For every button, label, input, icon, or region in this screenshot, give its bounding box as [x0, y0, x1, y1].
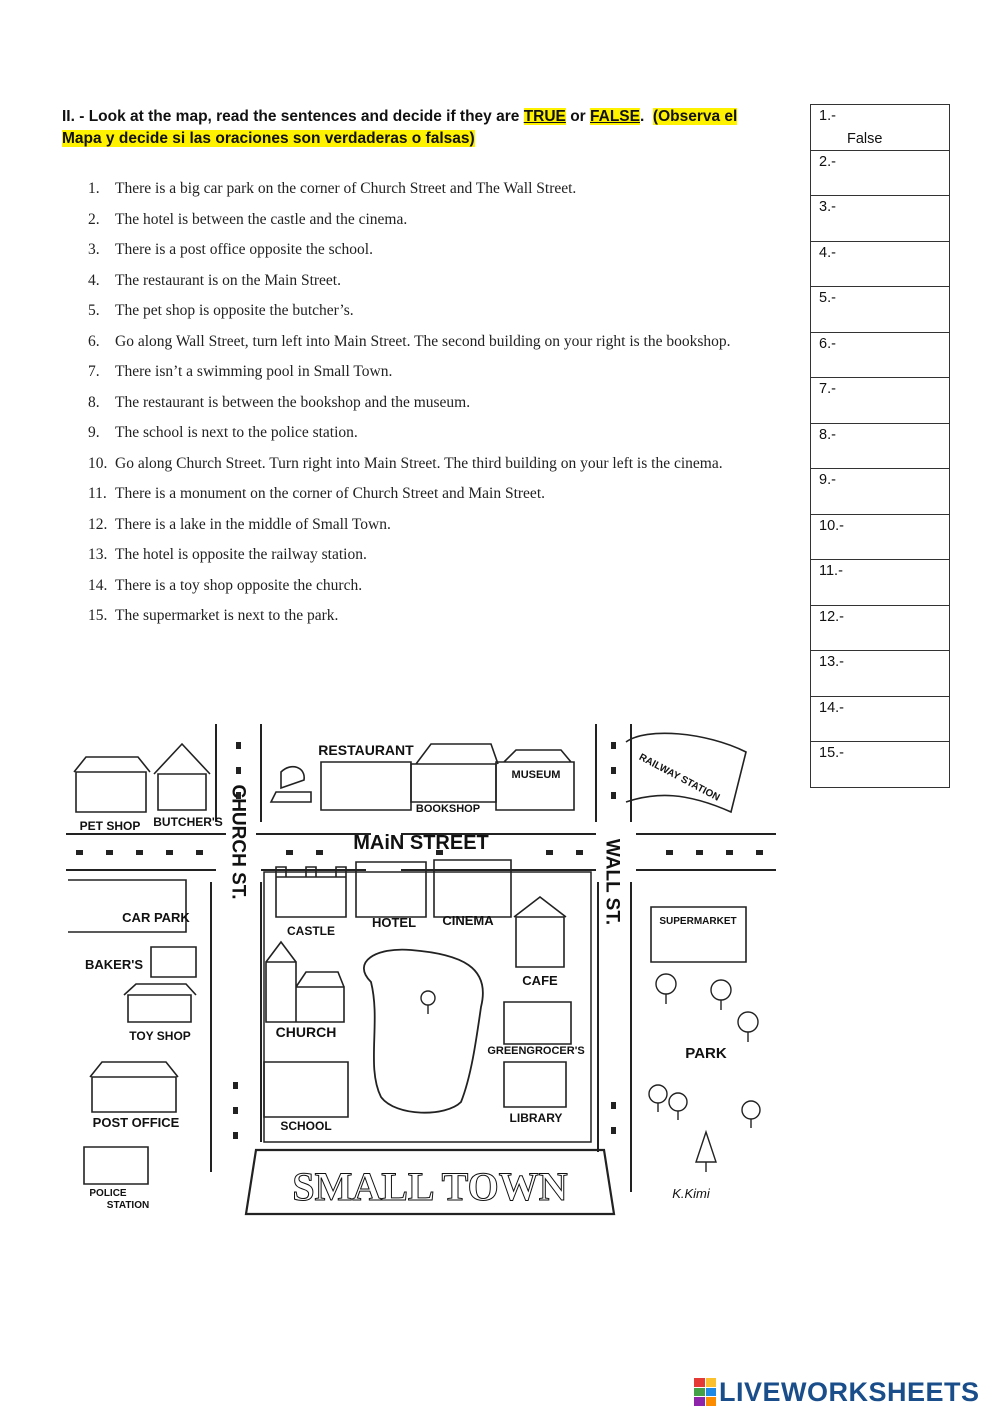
logo-mark-cell [706, 1378, 717, 1387]
answer-row [811, 742, 949, 788]
false-word: FALSE [590, 108, 640, 125]
answer-label: 6.- [819, 335, 836, 352]
answer-label: 3.- [819, 199, 836, 215]
sentence-text: There is a big car park on the corner of Church Street and The Wall Street. [115, 180, 577, 197]
answer-label: 5.- [819, 290, 836, 306]
answer-row [811, 606, 949, 652]
sentence-item [88, 540, 768, 571]
label-school: SCHOOL [280, 1119, 332, 1133]
sentence-number: 5. [88, 302, 100, 319]
answer-row [811, 378, 949, 424]
answer-label: 9.- [819, 472, 836, 488]
sentence-item [88, 449, 768, 480]
label-supermarket: SUPERMARKET [659, 916, 737, 927]
answer-row [811, 697, 949, 743]
answer-input[interactable] [847, 404, 937, 420]
label-toy-shop: TOY SHOP [129, 1029, 191, 1043]
instructions-spanish: (Observa el Mapa y decide si las oraciones son verdaderas o falsas) [62, 108, 738, 147]
answer-label: 8.- [819, 426, 836, 443]
answer-input[interactable] [847, 677, 937, 693]
sentence-number: 10. [88, 454, 108, 472]
sentence-number: 9. [88, 424, 100, 441]
answer-table [810, 104, 950, 788]
answer-input[interactable] [847, 268, 937, 284]
sentence-number: 3. [88, 241, 100, 258]
answer-row [811, 651, 949, 697]
logo-mark-icon [694, 1378, 716, 1406]
answer-input[interactable] [847, 768, 937, 784]
label-castle: CASTLE [287, 924, 335, 938]
label-butchers: BUTCHER'S [153, 815, 223, 829]
answer-row [811, 151, 949, 197]
sentence-list [88, 174, 768, 632]
answer-label: 4.- [819, 244, 836, 261]
answer-row [811, 287, 949, 333]
sentence-number: 2. [88, 210, 100, 228]
answer-row [811, 196, 949, 242]
logo-mark-cell [706, 1388, 717, 1397]
sentence-number: 4. [88, 271, 100, 289]
answer-row [811, 469, 949, 515]
sentence-item [88, 388, 768, 419]
sentence-text: The pet shop is opposite the butcher’s. [115, 302, 354, 319]
sentence-text: There is a post office opposite the school. [115, 241, 373, 258]
label-post-office: POST OFFICE [92, 1115, 180, 1130]
sentence-item [88, 235, 768, 266]
answer-input[interactable] [847, 222, 937, 238]
sentence-number: 6. [88, 332, 100, 350]
logo-mark-cell [706, 1397, 717, 1406]
sentence-text: The restaurant is between the bookshop and the museum. [115, 393, 471, 411]
answer-label: 10.- [819, 517, 844, 534]
answer-input[interactable] [847, 450, 937, 466]
label-railway-station: RAILWAY STATION [637, 751, 722, 804]
logo-mark-cell [694, 1397, 705, 1406]
answer-input[interactable] [847, 495, 937, 511]
sentence-text: There is a lake in the middle of Small Town. [115, 515, 391, 533]
sentence-item [88, 296, 768, 327]
instructions-prefix: II. - Look at the map, read the sentences and decide if they are [62, 108, 524, 125]
answer-input[interactable] [847, 313, 937, 329]
sentence-number: 12. [88, 515, 108, 533]
answer-label: 1.- [819, 108, 836, 124]
answer-label: 15.- [819, 745, 844, 761]
or-word: or [565, 108, 591, 125]
answer-label: 12.- [819, 608, 844, 625]
answer-row [811, 424, 949, 470]
label-small-town: SMALL TOWN [292, 1164, 568, 1209]
label-car-park: CAR PARK [122, 910, 190, 925]
label-pet-shop: PET SHOP [79, 819, 141, 833]
answer-label: 11.- [819, 563, 843, 579]
label-police-station: STATION [106, 1200, 150, 1211]
label-hotel: HOTEL [371, 915, 417, 930]
answer-label: 7.- [819, 381, 836, 397]
label-bookshop: BOOKSHOP [415, 803, 481, 815]
sentence-item [88, 174, 768, 205]
sentence-number: 14. [88, 576, 108, 594]
sentence-item [88, 418, 768, 449]
answer-input[interactable] [847, 177, 937, 193]
label-library: LIBRARY [509, 1111, 563, 1125]
label-wall-st: WALL ST. [601, 838, 623, 926]
sentence-number: 15. [88, 607, 108, 624]
label-police: POLICE [89, 1188, 127, 1199]
label-cinema: CINEMA [442, 913, 494, 928]
sentence-text: The supermarket is next to the park. [115, 607, 339, 624]
liveworksheets-logo [694, 1376, 980, 1408]
answer-label: 2.- [819, 153, 836, 170]
logo-text: LIVEWORKSHEETS [719, 1376, 980, 1407]
label-church: CHURCH [275, 1024, 337, 1040]
label-museum: MUSEUM [511, 769, 561, 781]
sentence-number: 13. [88, 546, 108, 563]
sentence-item [88, 205, 768, 236]
sentence-item [88, 327, 768, 358]
instructions [62, 106, 762, 150]
label-church-st: CHURCH ST. [227, 784, 249, 900]
answer-row [811, 515, 949, 561]
answer-row [811, 242, 949, 288]
sentence-text: The school is next to the police station. [115, 424, 358, 441]
answer-input[interactable] [847, 586, 937, 602]
sentence-text: The hotel is between the castle and the cinema. [115, 210, 408, 228]
sentence-text: There is a monument on the corner of Church Street and Main Street. [115, 485, 545, 502]
sentence-item [88, 357, 768, 388]
answer-row [811, 333, 949, 379]
answer-input[interactable] [847, 723, 937, 739]
sentence-item [88, 510, 768, 541]
sentence-number: 7. [88, 363, 100, 380]
answer-label: 14.- [819, 699, 844, 716]
label-park: PARK [685, 1045, 727, 1062]
sentence-text: There isn’t a swimming pool in Small Town. [115, 363, 393, 380]
label-cafe: CAFE [522, 973, 558, 988]
sentence-text: Go along Church Street. Turn right into Main Street. The third building on your left is the cinema. [115, 454, 723, 472]
map-signature: K.Kimi [672, 1186, 710, 1201]
instructions-dot: . [639, 108, 645, 125]
label-restaurant: RESTAURANT [318, 742, 414, 758]
sentence-item [88, 601, 768, 632]
label-main-street: MAiN STREET [353, 832, 489, 854]
answer-row [811, 105, 949, 151]
sentence-number: 11. [88, 485, 107, 502]
answer-label: 13.- [819, 654, 844, 670]
sentence-text: Go along Wall Street, turn left into Main Street. The second building on your right is the bookshop. [115, 332, 731, 350]
logo-mark-cell [694, 1388, 705, 1397]
true-word: TRUE [523, 108, 566, 125]
answer-row [811, 560, 949, 606]
sentence-text: The restaurant is on the Main Street. [115, 271, 341, 289]
sentence-number: 1. [88, 180, 100, 197]
sentence-item [88, 479, 768, 510]
logo-mark-cell [694, 1378, 705, 1387]
answer-input[interactable] [847, 131, 937, 147]
sentence-text: There is a toy shop opposite the church. [115, 576, 363, 594]
answer-input[interactable] [847, 359, 937, 375]
sentence-text: The hotel is opposite the railway station. [115, 546, 367, 563]
sentence-number: 8. [88, 393, 100, 411]
label-greengrocers: GREENGROCER'S [487, 1045, 585, 1057]
sentence-item [88, 266, 768, 297]
small-town-map [66, 722, 776, 1220]
sentence-item [88, 571, 768, 602]
answer-input[interactable] [847, 541, 937, 557]
label-bakers: BAKER'S [85, 957, 143, 972]
answer-input[interactable] [847, 632, 937, 648]
